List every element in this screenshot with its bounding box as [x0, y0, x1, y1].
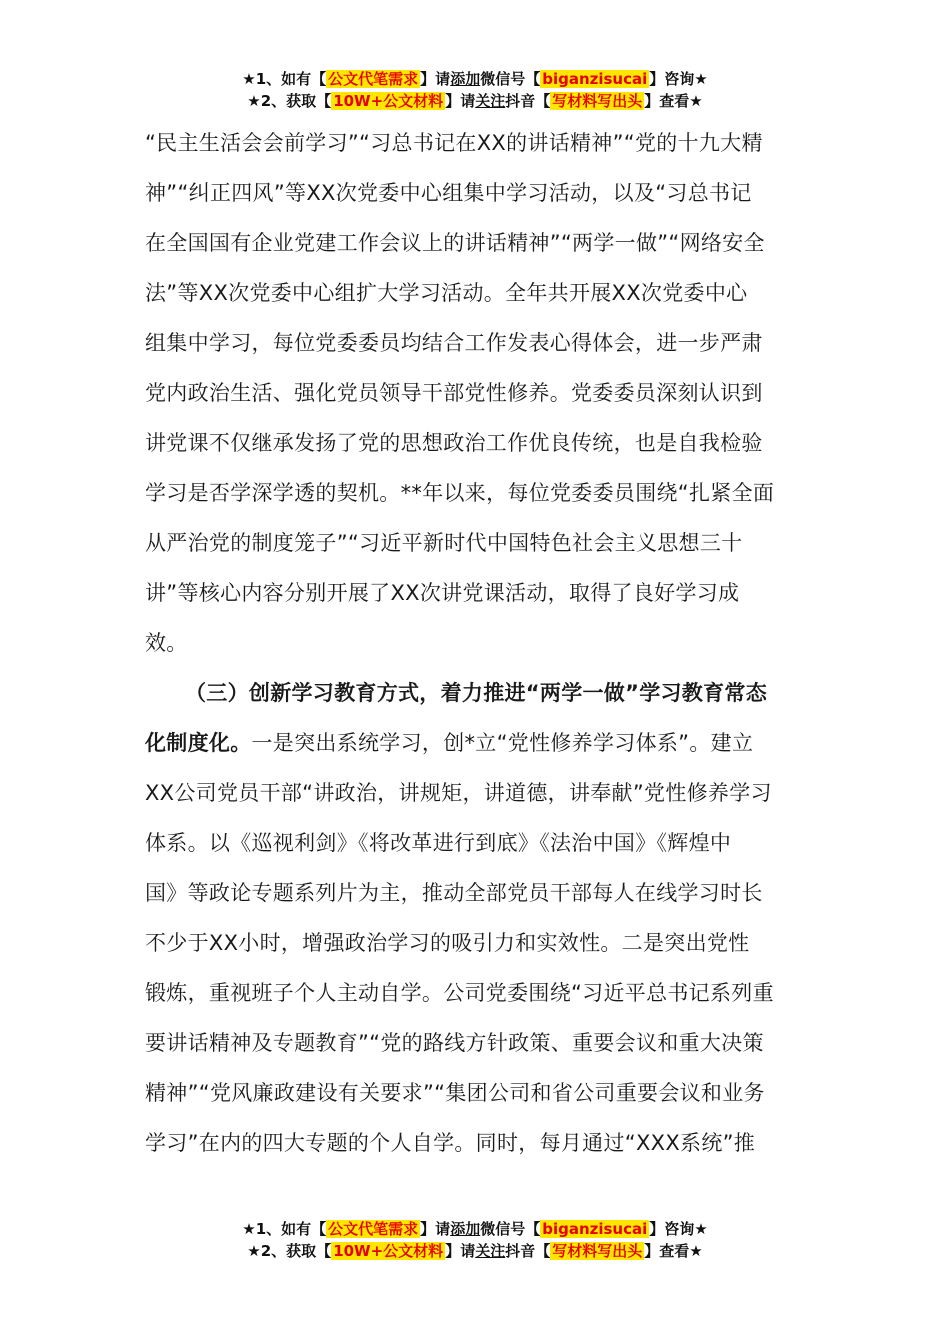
body-line: “民主生活会会前学习”“习总书记在XX的讲话精神”“党的十九大精	[145, 131, 763, 155]
section-heading-end: 化制度化。	[145, 731, 252, 755]
promo-highlight: 写材料写出头	[552, 1242, 643, 1260]
body-line: 讲党课不仅继承发扬了党的思想政治工作优良传统，也是自我检验	[145, 431, 763, 455]
promo-highlight: 公文代笔需求	[328, 70, 419, 88]
promo-text: 】查看★	[644, 92, 703, 110]
promo-text: ★1、如有【	[242, 70, 327, 88]
promo-underline: 添加	[450, 1220, 481, 1238]
body-line	[145, 728, 753, 758]
body-line: 国》等政论专题系列片为主，推动全部党员干部每人在线学习时长	[145, 881, 763, 905]
promo-text: ★2、获取【	[247, 92, 332, 110]
body-line: 法”等XX次党委中心组扩大学习活动。全年共开展XX次党委中心	[145, 281, 748, 305]
promo-highlight: 10W+公文材料	[333, 92, 444, 110]
body-text: 一是突出系统学习，创*立“党性修养学习体系”。建立	[251, 731, 754, 755]
promo-banner-bottom	[0, 1218, 950, 1262]
promo-highlight: biganzisucai	[542, 70, 648, 88]
promo-text: 】请	[420, 70, 451, 88]
promo-underline: 添加	[450, 70, 481, 88]
promo-line-1	[0, 68, 950, 90]
promo-text: ★1、如有【	[242, 1220, 327, 1238]
promo-underline: 关注	[475, 92, 506, 110]
promo-text: 】请	[445, 92, 476, 110]
body-line: 不少于XX小时，增强政治学习的吸引力和实效性。二是突出党性	[145, 931, 750, 955]
body-line: 学习是否学深学透的契机。**年以来，每位党委委员围绕“扎紧全面	[145, 481, 775, 505]
body-line: 体系。以《巡视利剑》《将改革进行到底》《法治中国》《辉煌中	[145, 831, 732, 855]
body-line: 神”“纠正四风”等XX次党委中心组集中学习活动，以及“习总书记	[145, 181, 752, 205]
body-line: 讲”等核心内容分别开展了XX次讲党课活动，取得了良好学习成	[145, 581, 740, 605]
body-line: 从严治党的制度笼子”“习近平新时代中国特色社会主义思想三十	[145, 531, 743, 555]
promo-text: 】请	[420, 1220, 451, 1238]
body-line: 党内政治生活、强化党员领导干部党性修养。党委委员深刻认识到	[145, 381, 763, 405]
body-line: 锻炼，重视班子个人主动自学。公司党委围绕“习近平总书记系列重	[145, 981, 774, 1005]
promo-text: 】查看★	[644, 1242, 703, 1260]
promo-text: 抖音【	[505, 92, 551, 110]
promo-highlight: biganzisucai	[542, 1220, 648, 1238]
promo-text: 微信号【	[480, 70, 541, 88]
promo-text: ★2、获取【	[247, 1242, 332, 1260]
body-line: 精神”“党风廉政建设有关要求”“集团公司和省公司重要会议和业务	[145, 1081, 765, 1105]
body-line: 要讲话精神及专题教育”“党的路线方针政策、重要会议和重大决策	[145, 1031, 764, 1055]
promo-text: 】咨询★	[649, 70, 708, 88]
promo-line-2	[0, 1240, 950, 1262]
body-line: 在全国国有企业党建工作会议上的讲话精神”“两学一做”“网络安全	[145, 231, 765, 255]
promo-highlight: 公文代笔需求	[328, 1220, 419, 1238]
body-line: 效。	[145, 631, 188, 655]
promo-line-2	[0, 90, 950, 112]
promo-text: 抖音【	[505, 1242, 551, 1260]
body-line: XX公司党员干部“讲政治，讲规矩，讲道德，讲奉献”党性修养学习	[145, 781, 772, 805]
promo-highlight: 写材料写出头	[552, 92, 643, 110]
promo-text: 微信号【	[480, 1220, 541, 1238]
promo-banner-top	[0, 68, 950, 112]
body-line: 学习”在内的四大专题的个人自学。同时，每月通过“XXX系统”推	[145, 1131, 756, 1155]
section-heading: （三）创新学习教育方式，着力推进“两学一做”学习教育常态	[185, 681, 768, 705]
promo-highlight: 10W+公文材料	[333, 1242, 444, 1260]
promo-text: 】请	[445, 1242, 476, 1260]
promo-text: 】咨询★	[649, 1220, 708, 1238]
body-line: 组集中学习，每位党委委员均结合工作发表心得体会，进一步严肃	[145, 331, 763, 355]
promo-line-1	[0, 1218, 950, 1240]
promo-underline: 关注	[475, 1242, 506, 1260]
